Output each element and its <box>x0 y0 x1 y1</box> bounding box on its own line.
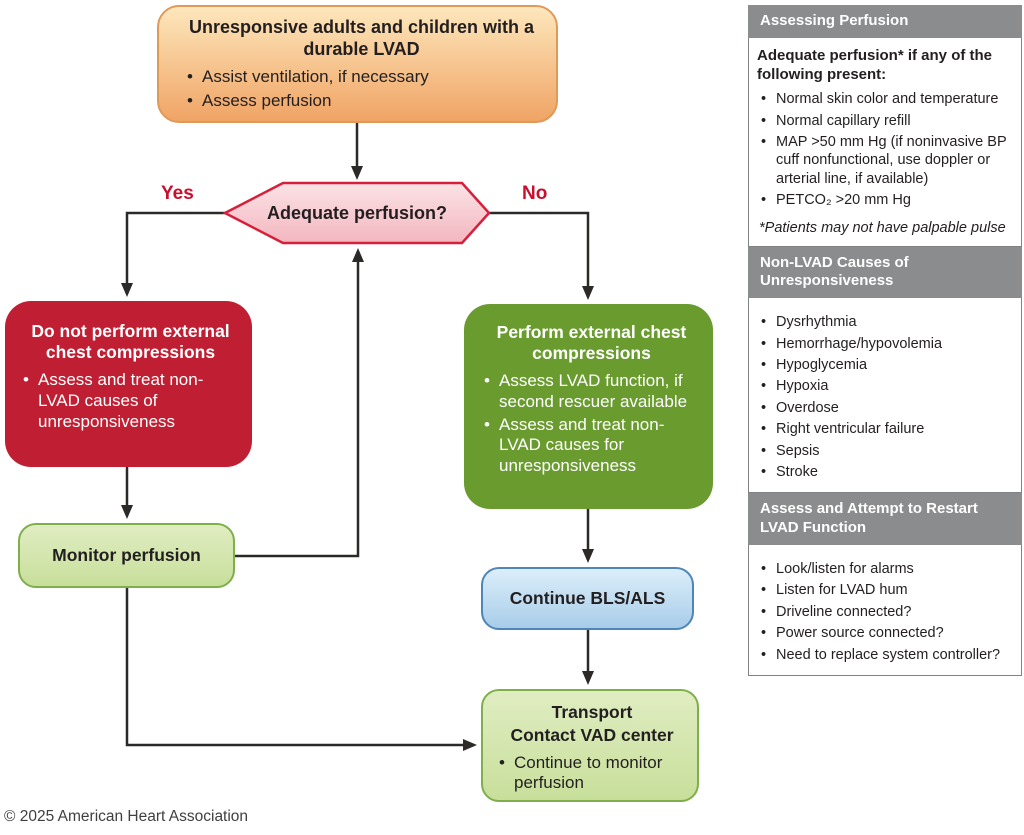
compressions-box <box>464 304 713 509</box>
sidebar-intro: Adequate perfusion* if any of the following present: <box>757 46 993 83</box>
restart-lvad-bullets <box>757 560 1013 664</box>
start-box-title: Unresponsive adults and children with a durable LVAD <box>188 17 535 59</box>
bullet-item: • MAP >50 mm Hg (if noninvasive BP cuff nonfunctional, use doppler or arterial line, if available) <box>757 133 1013 188</box>
copyright-text: © 2025 American Heart Association <box>4 808 249 825</box>
sidebar-header-restart-lvad: Assess and Attempt to Restart LVAD Function <box>748 493 1022 545</box>
bullet-item: • Look/listen for alarms <box>757 560 1013 578</box>
sidebar-body-restart-lvad <box>748 545 1022 676</box>
transport-title-line2: Contact VAD center <box>510 724 674 745</box>
sidebar-body-assessing-perfusion <box>748 38 1022 247</box>
monitor-perfusion-box: Monitor perfusion <box>18 523 235 588</box>
sidebar-header-non-lvad-causes: Non-LVAD Causes of Unresponsiveness <box>748 247 1022 299</box>
transport-box <box>481 689 699 802</box>
perfusion-footnote: *Patients may not have palpable pulse <box>759 219 1006 236</box>
transport-title-line1: Transport <box>551 702 633 722</box>
bullet-item: • Overdose <box>757 399 1013 417</box>
yes-branch-label: Yes <box>161 183 194 204</box>
compressions-bullets <box>482 371 701 478</box>
bullet-item: • Assess and treat non-LVAD causes for unresponsiveness <box>482 415 701 478</box>
bullet-item: • Driveline connected? <box>757 603 1013 621</box>
bullet-item: • Normal capillary refill <box>757 112 1013 130</box>
start-box-bullets <box>185 67 538 112</box>
bullet-item: • Sepsis <box>757 442 1013 460</box>
start-box <box>157 5 558 123</box>
bullet-item: • Power source connected? <box>757 624 1013 642</box>
sidebar-body-non-lvad-causes <box>748 298 1022 493</box>
no-compressions-box <box>5 301 252 467</box>
bullet-item: • Right ventricular failure <box>757 420 1013 438</box>
continue-bls-als-box: Continue BLS/ALS <box>481 567 694 630</box>
no-compressions-bullets <box>21 370 240 433</box>
decision-label: Adequate perfusion? <box>266 202 447 223</box>
transport-bullets <box>497 753 687 795</box>
connector-monitor-to-transport <box>127 588 474 745</box>
bullet-item: • PETCO₂ >20 mm Hg <box>757 191 1013 209</box>
sidebar-section-assessing-perfusion <box>748 5 1022 247</box>
sidebar-section-non-lvad-causes <box>748 247 1022 494</box>
no-compressions-title: Do not perform external chest compressions <box>31 321 230 363</box>
no-branch-label: No <box>522 183 548 204</box>
bullet-item: • Assess and treat non-LVAD causes of unresponsiveness <box>21 370 240 433</box>
bullet-item: • Hypoglycemia <box>757 356 1013 374</box>
bullet-item: • Dysrhythmia <box>757 313 1013 331</box>
bullet-item: • Assist ventilation, if necessary <box>185 67 538 88</box>
compressions-title: Perform external chest compressions <box>496 322 687 364</box>
bullet-item: • Hypoxia <box>757 377 1013 395</box>
sidebar-header-assessing-perfusion: Assessing Perfusion <box>748 5 1022 38</box>
bullet-item: • Normal skin color and temperature <box>757 90 1013 108</box>
connector-monitor-to-decision <box>235 251 358 556</box>
non-lvad-causes-bullets <box>757 313 1013 481</box>
bullet-item: • Assess perfusion <box>185 91 538 112</box>
assessing-perfusion-bullets <box>757 90 1013 209</box>
connector-decision-no-to-green <box>488 213 588 297</box>
sidebar-section-restart-lvad <box>748 493 1022 676</box>
sidebar <box>748 5 1022 676</box>
bullet-item: • Assess LVAD function, if second rescuer available <box>482 371 701 413</box>
bullet-item: • Stroke <box>757 463 1013 481</box>
bullet-item: • Continue to monitor perfusion <box>497 753 687 795</box>
bullet-item: • Need to replace system controller? <box>757 646 1013 664</box>
bullet-item: • Listen for LVAD hum <box>757 581 1013 599</box>
bullet-item: • Hemorrhage/hypovolemia <box>757 335 1013 353</box>
